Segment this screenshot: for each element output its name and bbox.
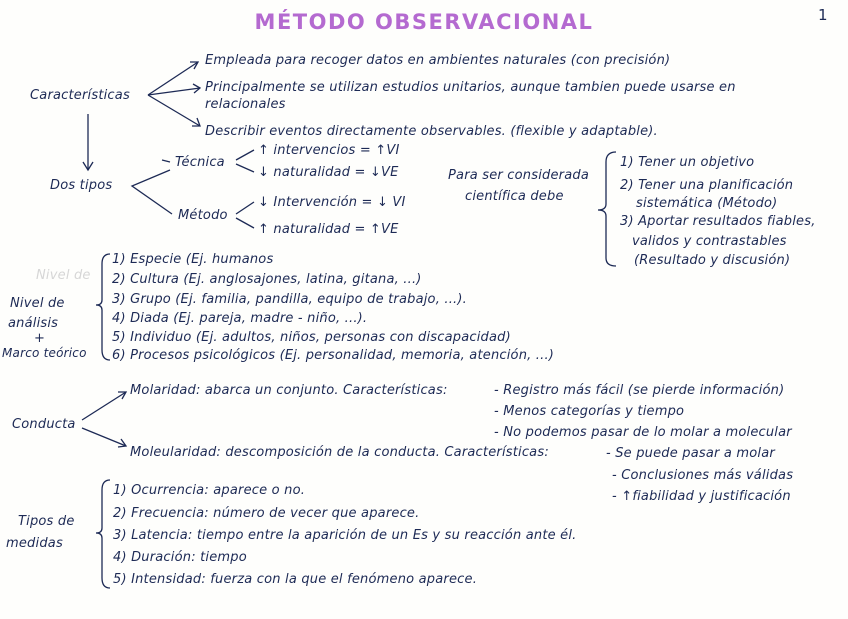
arrow-metodo bbox=[236, 202, 254, 228]
molaridad-item-3: - No podemos pasar de lo molar a molecular bbox=[494, 425, 792, 440]
arrow-caract-1 bbox=[148, 62, 198, 95]
bracket-medidas bbox=[96, 480, 110, 588]
arrow-molecular bbox=[82, 428, 126, 446]
molaridad-item-2: - Menos categorías y tiempo bbox=[494, 404, 685, 419]
dos-tipos-label: Dos tipos bbox=[50, 178, 113, 193]
considerada-item-3b: validos y contrastables bbox=[632, 234, 787, 249]
nivel-item-1: 1) Especie (Ej. humanos bbox=[112, 252, 274, 267]
nivel-plus: + bbox=[34, 331, 46, 346]
considerada-label-2: científica debe bbox=[465, 189, 564, 204]
nivel-item-2: 2) Cultura (Ej. anglosajones, latina, gitana, ...) bbox=[112, 272, 422, 287]
conducta-label: Conducta bbox=[12, 417, 76, 432]
molaridad-text: Molaridad: abarca un conjunto. Características: bbox=[130, 383, 448, 398]
medidas-label-1: Tipos de bbox=[18, 514, 75, 529]
nivel-label-1: Nivel de bbox=[10, 296, 65, 311]
medida-item-2: 2) Frecuencia: número de vecer que aparece. bbox=[113, 506, 420, 521]
medida-item-4: 4) Duración: tiempo bbox=[113, 550, 247, 565]
medida-item-5: 5) Intensidad: fuerza con la que el fenómeno aparece. bbox=[113, 572, 478, 587]
nivel-item-6: 6) Procesos psicológicos (Ej. personalidad, memoria, atención, ...) bbox=[112, 348, 555, 363]
nivel-label-2: análisis bbox=[8, 316, 59, 331]
page-title: MÉTODO OBSERVACIONAL bbox=[254, 10, 594, 34]
molecularidad-item-2: - Conclusiones más válidas bbox=[612, 468, 794, 483]
arrow-tecnica bbox=[236, 150, 254, 172]
bracket-nivel bbox=[96, 254, 110, 360]
medidas-label-2: medidas bbox=[6, 536, 63, 551]
nivel-item-3: 3) Grupo (Ej. familia, pandilla, equipo de trabajo, ...). bbox=[112, 292, 467, 307]
molaridad-item-1: - Registro más fácil (se pierde información) bbox=[494, 383, 785, 398]
caracteristica-2b: relacionales bbox=[205, 97, 286, 112]
medida-item-1: 1) Ocurrencia: aparece o no. bbox=[113, 483, 306, 498]
considerada-item-3c: (Resultado y discusión) bbox=[634, 253, 791, 268]
nivel-item-5: 5) Individuo (Ej. adultos, niños, personas con discapacidad) bbox=[112, 330, 511, 345]
molecularidad-item-3: - ↑fiabilidad y justificación bbox=[612, 489, 791, 504]
metodo-line-1: ↓ Intervención = ↓ VI bbox=[258, 195, 406, 210]
tecnica-label: Técnica bbox=[175, 155, 225, 170]
metodo-label: Método bbox=[178, 208, 228, 223]
nivel-label-3: Marco teórico bbox=[2, 346, 87, 360]
nivel-faint-label: Nivel de bbox=[36, 268, 91, 283]
considerada-label-1: Para ser considerada bbox=[448, 168, 590, 183]
medida-item-3: 3) Latencia: tiempo entre la aparición de un Es y su reacción ante él. bbox=[113, 528, 577, 543]
caracteristica-2: Principalmente se utilizan estudios unitarios, aunque tambien puede usarse en bbox=[205, 80, 736, 95]
caracteristica-3: Describir eventos directamente observables. (flexible y adaptable). bbox=[205, 124, 658, 139]
metodo-line-2: ↑ naturalidad = ↑VE bbox=[258, 222, 399, 237]
tecnica-line-2: ↓ naturalidad = ↓VE bbox=[258, 165, 399, 180]
considerada-item-2: 2) Tener una planificación bbox=[620, 178, 794, 193]
considerada-item-3: 3) Aportar resultados fiables, bbox=[620, 214, 816, 229]
molecularidad-item-1: - Se puede pasar a molar bbox=[606, 446, 775, 461]
caracteristicas-label: Características bbox=[30, 88, 130, 103]
arrow-caract-2 bbox=[148, 88, 200, 95]
molecularidad-text: Moleularidad: descomposición de la conducta. Características: bbox=[130, 445, 549, 460]
tecnica-line-1: ↑ intervencios = ↑VI bbox=[258, 143, 400, 158]
caracteristica-1: Empleada para recoger datos en ambientes naturales (con precisión) bbox=[205, 53, 671, 68]
nivel-item-4: 4) Diada (Ej. pareja, madre - niño, ...). bbox=[112, 311, 368, 326]
branch-tipos bbox=[132, 170, 172, 214]
considerada-item-2b: sistemática (Método) bbox=[636, 196, 778, 211]
page-number: 1 bbox=[818, 6, 828, 24]
bracket-considerada bbox=[598, 152, 616, 266]
arrow-caract-3 bbox=[148, 95, 200, 126]
considerada-item-1: 1) Tener un objetivo bbox=[620, 155, 755, 170]
arrow-molaridad bbox=[82, 392, 126, 420]
